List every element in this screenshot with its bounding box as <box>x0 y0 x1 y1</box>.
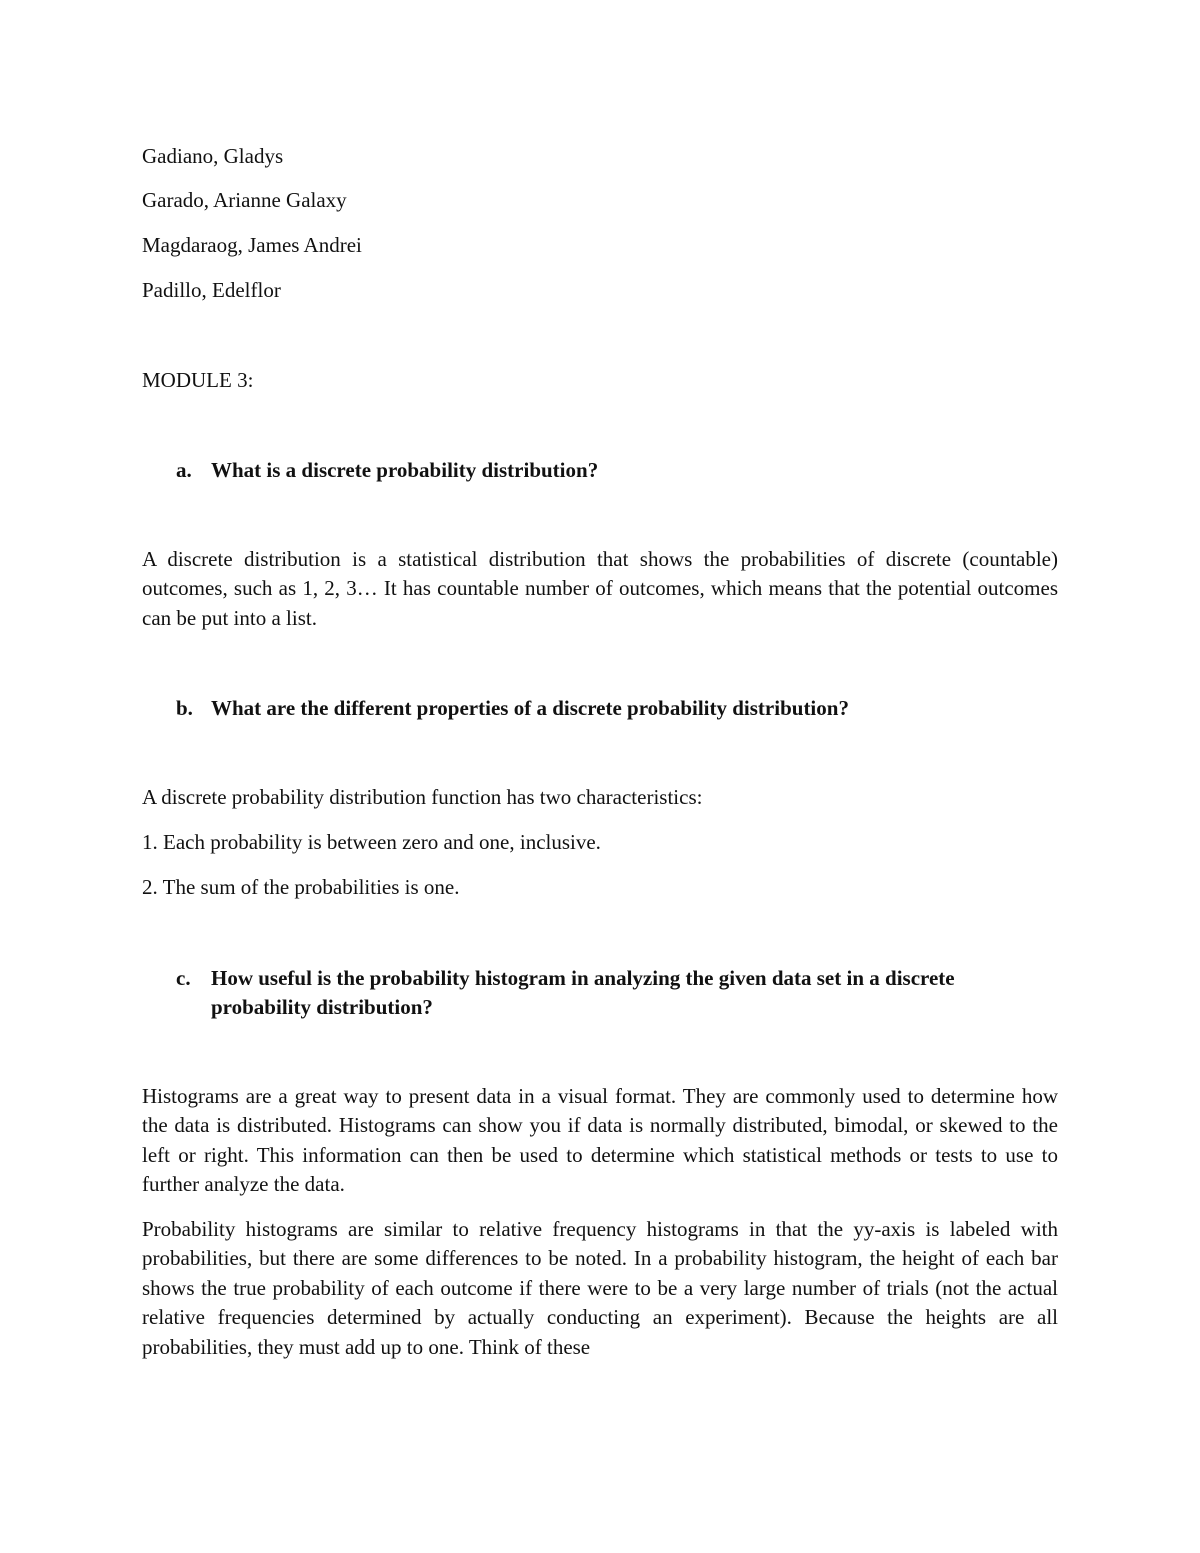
question-c <box>176 964 1058 1022</box>
question-text: What is a discrete probability distribution? <box>211 458 599 482</box>
question-b <box>176 694 1058 723</box>
question-a <box>176 456 1058 485</box>
question-text: What are the different properties of a discrete probability distribution? <box>211 696 849 720</box>
answer-b-intro: A discrete probability distribution function has two characteristics: <box>142 785 703 809</box>
author-name: Magdaraog, James Andrei <box>142 233 362 257</box>
question-text: How useful is the probability histogram in analyzing the given data set in a discrete probability distribution? <box>211 966 955 1019</box>
module-title: MODULE 3: <box>142 368 254 392</box>
question-label: a. <box>176 458 192 482</box>
question-label: b. <box>176 696 193 720</box>
answer-c-paragraph: Probability histograms are similar to relative frequency histograms in that the yy-axis is labeled with probabilities, but there are some differences to be noted. In a probability histogram, the height of each bar shows the true probability of each outcome if there were to be a very large number of trials (not the actual relative frequencies determined by actually conducting an experiment). Because the heights are all probabilities, they must add up to one. Think of these <box>142 1217 1058 1359</box>
author-name: Padillo, Edelflor <box>142 278 281 302</box>
answer-a-paragraph: A discrete distribution is a statistical distribution that shows the probabilities of discrete (countable) outcomes, such as 1, 2, 3… It has countable number of outcomes, which means that the potential outcomes can be put into a list. <box>142 547 1058 630</box>
answer-b-item: 1. Each probability is between zero and one, inclusive. <box>142 830 601 854</box>
question-label: c. <box>176 966 191 990</box>
author-name: Gadiano, Gladys <box>142 144 284 168</box>
answer-c-paragraph: Histograms are a great way to present data in a visual format. They are commonly used to determine how the data is distributed. Histograms can show you if data is normally distributed, bimodal, or skewed to the left or right. This information can then be used to determine which statistical methods or tests to use to further analyze the data. <box>142 1084 1058 1197</box>
author-name: Garado, Arianne Galaxy <box>142 188 347 212</box>
answer-b-item: 2. The sum of the probabilities is one. <box>142 875 460 899</box>
